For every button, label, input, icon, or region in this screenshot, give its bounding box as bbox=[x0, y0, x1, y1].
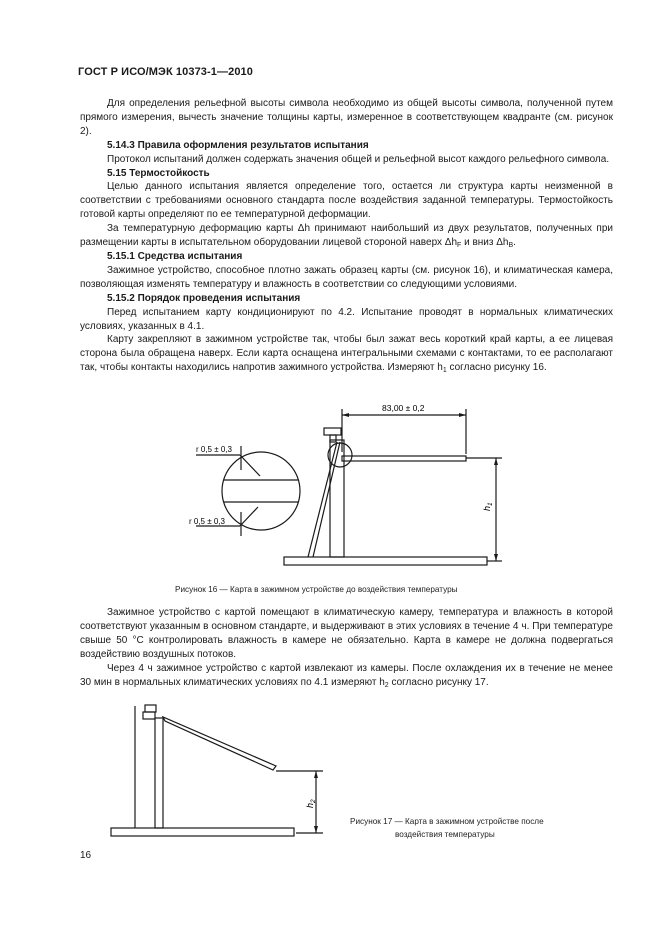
paragraph-chamber: Зажимное устройство с картой помещают в климатическую камеру, температура и влажность в которой соответствуют указанным в основном стандарте, и выдерживают в этих условиях в течение 4 ч. При температуре свыше 50 °С контролировать влажность в камере не обязательно. Карта в камере не должна подвергаться воздействию воздушных потоков. bbox=[80, 607, 613, 660]
paragraph-thermal-purpose: Целью данного испытания является определение того, остается ли структура карты неизменной в соответствии с требованиями основного стандарта после воздействия заданной температуры. Термостойкость готовой карты определяют по ее температурной деформации. bbox=[80, 181, 613, 221]
page-number: 16 bbox=[80, 850, 92, 861]
fig16-radius-bottom-label: r 0,5 ± 0,3 bbox=[189, 517, 225, 526]
heading-5-15-1: 5.15.1 Средства испытания bbox=[107, 250, 243, 262]
fig17-clamp-stem bbox=[143, 712, 155, 719]
paragraph-cooling: Через 4 ч зажимное устройство с картой извлекают из камеры. После охлаждения их в течение не менее 30 мин в нормальных климатических условиях по 4.1 измеряют $h_2$ согласно рисунку 17. bbox=[80, 662, 613, 689]
fig17-base-plate bbox=[111, 828, 294, 836]
figure-17-caption-line2: воздействия температуры bbox=[395, 830, 495, 839]
fig16-dimension-label: 83,00 ± 0,2 bbox=[382, 403, 425, 413]
paragraph-relief-height: Для определения рельефной высоты символа необходимо из общей высоты символа, полученной путем прямого измерения, вычесть значение толщины карты, измеренное в соответствующем квадранте (см. рисунок 2). bbox=[80, 98, 613, 137]
fig17-clamp-knob bbox=[145, 705, 156, 712]
heading-5-15: 5.15 Термостойкость bbox=[107, 167, 210, 179]
fig16-height-label: $h_1$ bbox=[482, 502, 494, 511]
fig16-radius-top-label: r 0,5 ± 0,3 bbox=[196, 445, 232, 454]
document-header: ГОСТ Р ИСО/МЭК 10373-1—2010 bbox=[78, 66, 253, 78]
paragraph-protocol: Протокол испытаний должен содержать значения общей и рельефной высот каждого рельефного символа. bbox=[107, 153, 610, 165]
paragraph-conditioning: Перед испытанием карту кондиционируют по 4.2. Испытание проводят в нормальных климатических условиях, указанных в 4.1. bbox=[80, 306, 613, 332]
fig17-stand-column bbox=[155, 718, 163, 828]
fig17-bent-card bbox=[163, 717, 276, 770]
paragraph-test-equipment: Зажимное устройство, способное плотно зажать образец карты (см. рисунок 16), и климатическая камера, позволяющая изменять температуру и влажность в соответствии со следующими условиями. bbox=[80, 264, 613, 290]
paragraph-thermal-deformation: За температурную деформацию карты Δh принимают наибольший из двух результатов, полученных при размещении карты в испытательном оборудовании лицевой стороной наверх $\Delta h_F$ и вниз $\Delta h_B$. bbox=[80, 223, 613, 250]
fig17-height-label: $h_2$ bbox=[305, 799, 317, 808]
paragraph-clamping: Карту закрепляют в зажимном устройстве так, чтобы был зажат весь короткий край карты, а ее лицевая сторона была обращена наверх. Если карта оснащена интегральными схемами с контактами, то ее располагают так, чтобы контакты находились напротив зажимного устройства. Измеряют $h_1$ согласно рисунку 16. bbox=[80, 334, 613, 375]
heading-5-14-3: 5.14.3 Правила оформления результатов испытания bbox=[107, 139, 369, 151]
heading-5-15-2: 5.15.2 Порядок проведения испытания bbox=[107, 292, 301, 304]
figure-17-caption-line1: Рисунок 17 — Карта в зажимном устройстве после bbox=[350, 817, 544, 826]
figure-16-caption: Рисунок 16 — Карта в зажимном устройстве до воздействия температуры bbox=[175, 585, 458, 594]
